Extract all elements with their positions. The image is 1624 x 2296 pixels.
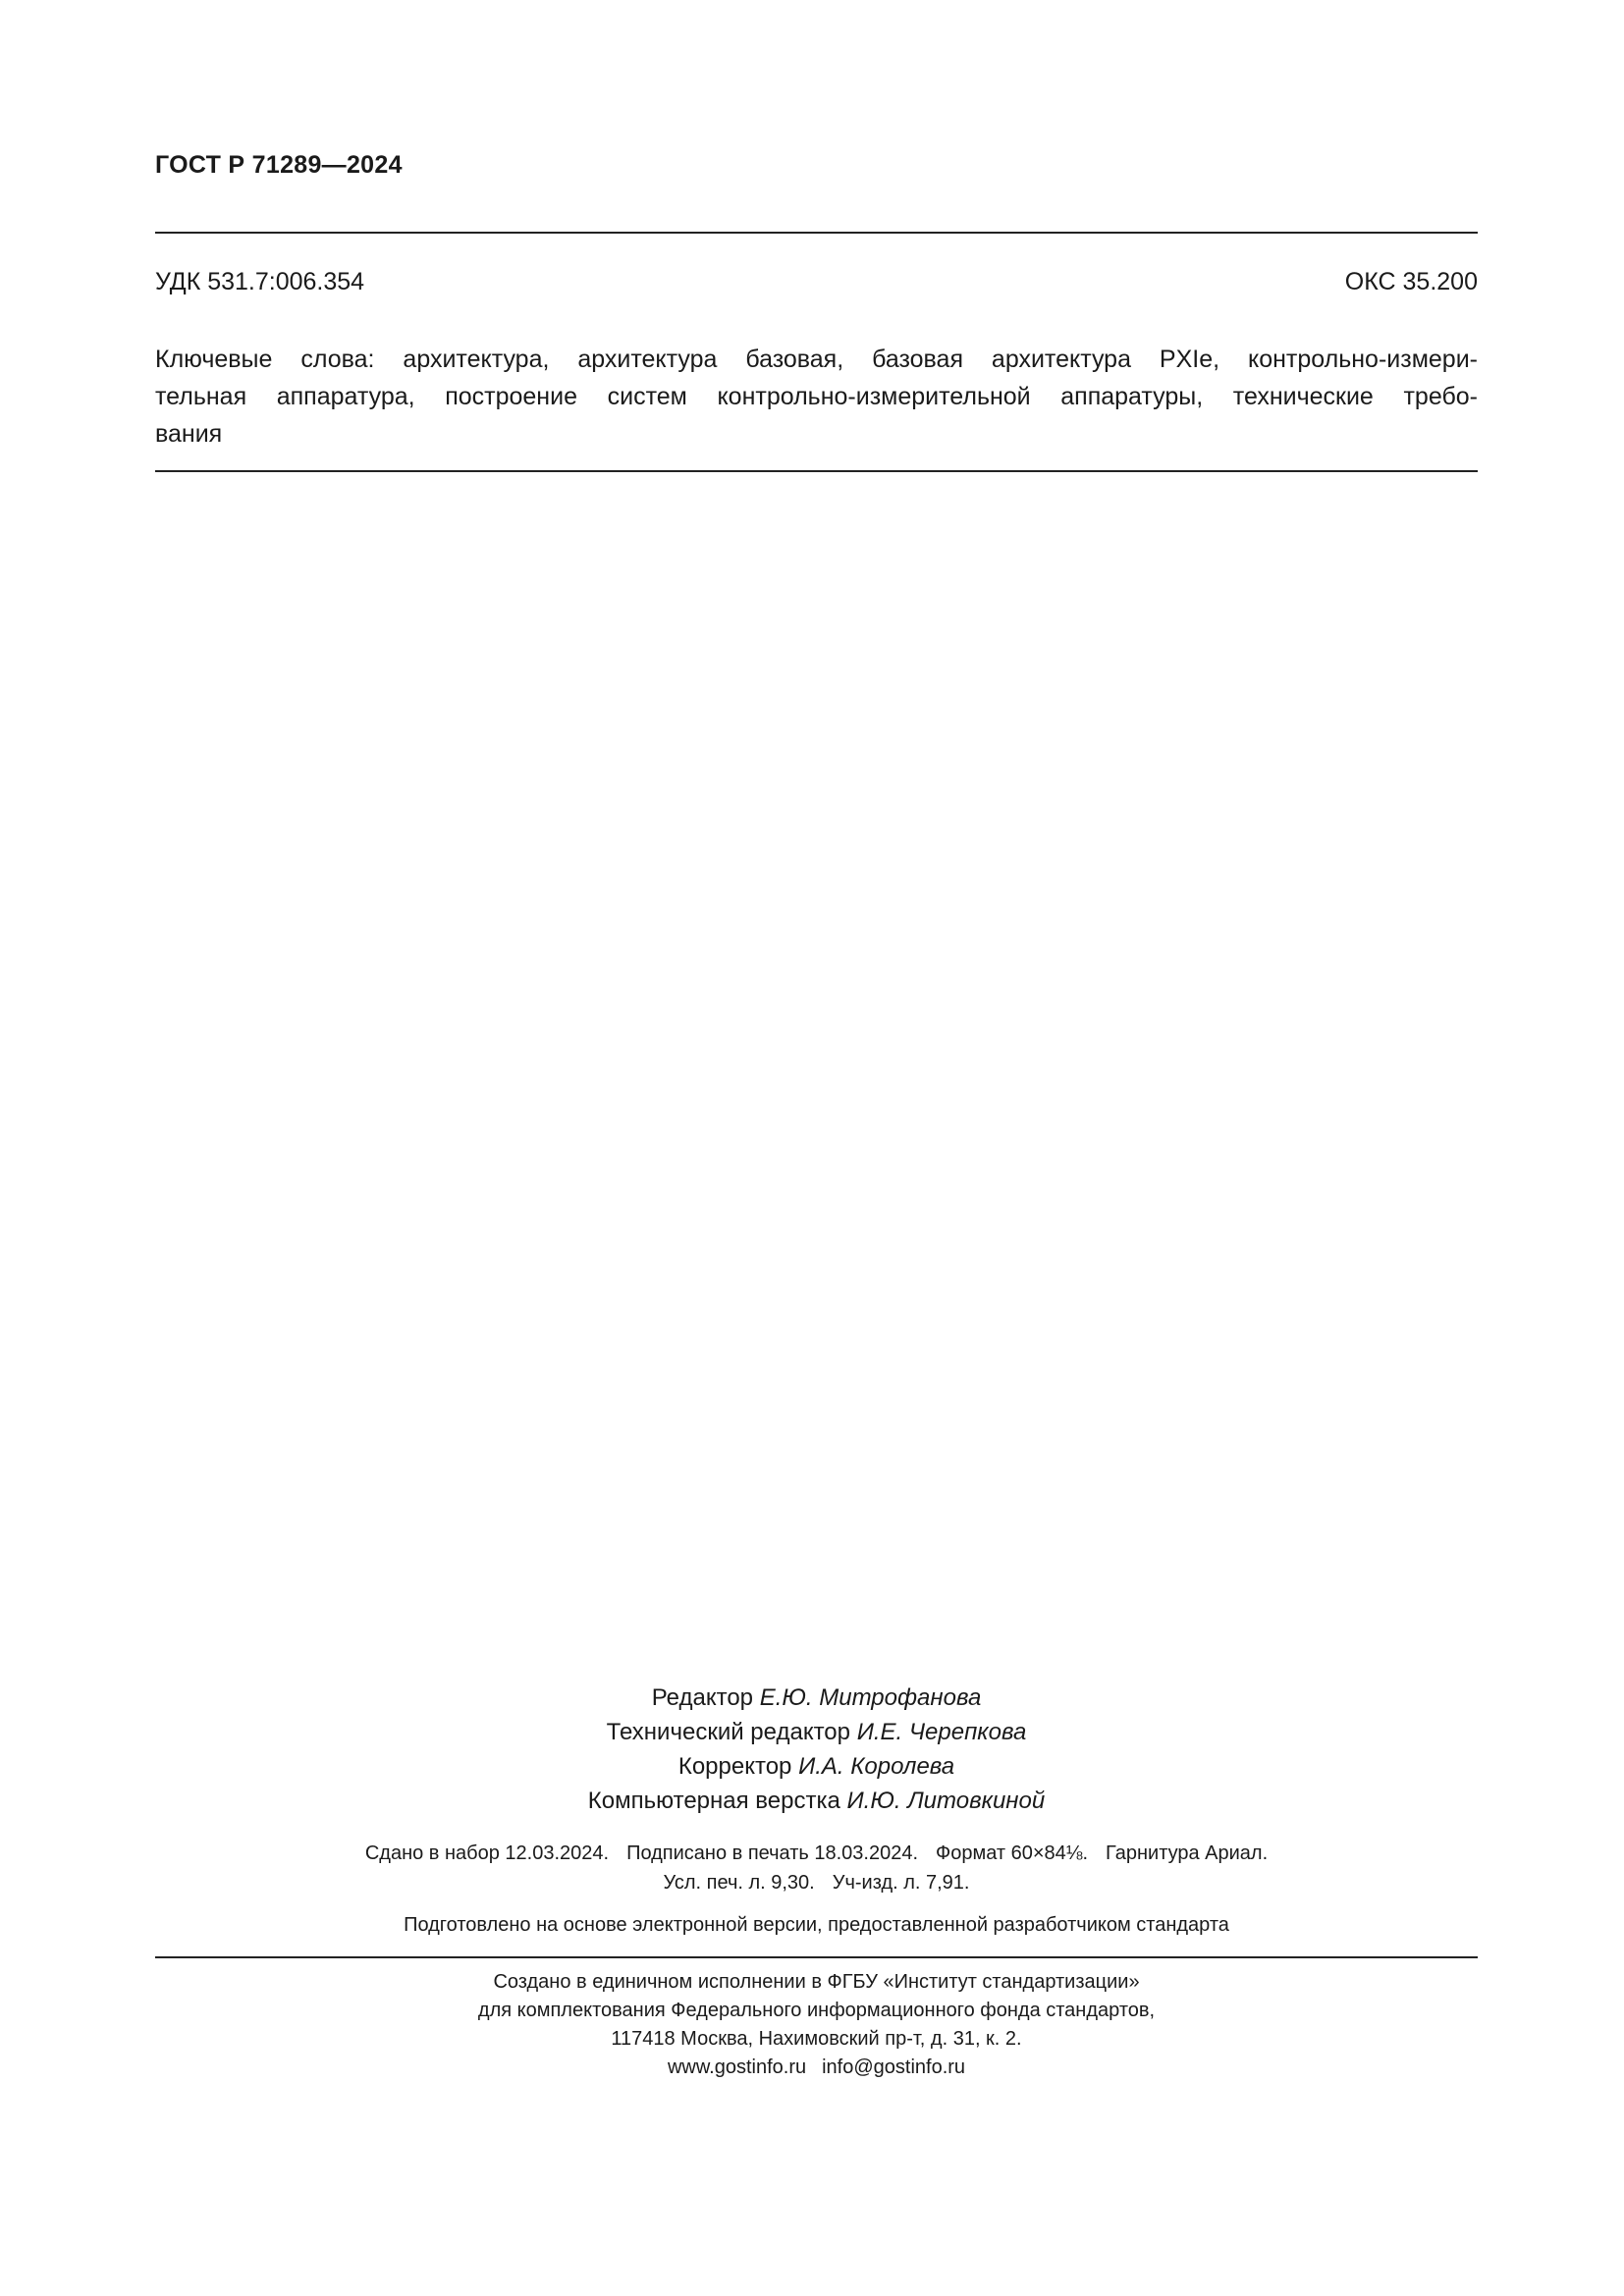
credit-role: Корректор	[677, 1753, 792, 1780]
credit-name: И.А. Королева	[798, 1753, 955, 1780]
imprint-line-2	[155, 1868, 1478, 1897]
credit-technical-editor	[155, 1715, 1478, 1749]
publisher-address: 117418 Москва, Нахимовский пр-т, д. 31, к. 2.	[611, 2028, 1022, 2050]
publisher-line-2: для комплектования Федерального информационного фонда стандартов,	[477, 2000, 1156, 2021]
imprint-block	[155, 1839, 1478, 1897]
publisher-email: info@gostinfo.ru	[822, 2056, 966, 2078]
imprint-publisher-sheets: Уч-изд. л. 7,91.	[832, 1872, 970, 1894]
top-divider	[155, 232, 1478, 234]
imprint-line-1	[155, 1839, 1478, 1868]
keywords-divider	[155, 470, 1478, 472]
imprint-typeface: Гарнитура Ариал.	[1106, 1842, 1269, 1864]
imprint-print-sheets: Усл. печ. л. 9,30.	[663, 1872, 815, 1894]
publisher-contacts	[155, 2054, 1478, 2082]
oks-code: ОКС 35.200	[1344, 268, 1478, 295]
credit-layout	[155, 1784, 1478, 1818]
credit-name: И.Е. Черепкова	[856, 1719, 1027, 1745]
udk-code: УДК 531.7:006.354	[155, 268, 365, 295]
credit-name: И.Ю. Литовкиной	[846, 1788, 1046, 1814]
credit-role: Компьютерная верстка	[587, 1788, 840, 1814]
credit-editor	[155, 1681, 1478, 1715]
keywords-block	[155, 341, 1478, 453]
publisher-website: www.gostinfo.ru	[667, 2056, 807, 2078]
credit-role: Редактор	[651, 1684, 754, 1711]
credit-role: Технический редактор	[606, 1719, 851, 1745]
credits-block	[155, 1681, 1478, 1818]
credit-name: Е.Ю. Митрофанова	[759, 1684, 982, 1711]
keywords-line-1: Ключевые слова: архитектура, архитектура базовая, базовая архитектура PXIe, контрольно-измери-	[155, 346, 1478, 373]
keywords-line-2: тельная аппаратура, построение систем контрольно-измерительной аппаратуры, технические требо-	[155, 383, 1478, 410]
imprint-format: Формат 60×84⅛.	[936, 1842, 1089, 1864]
publisher-line-1: Создано в единичном исполнении в ФГБУ «Институт стандартизации»	[493, 1971, 1140, 1993]
prepared-note: Подготовлено на основе электронной версии, предоставленной разработчиком стандарта	[404, 1914, 1229, 1936]
imprint-signed: Подписано в печать 18.03.2024.	[626, 1842, 919, 1864]
keywords-line-3: вания	[155, 420, 223, 448]
imprint-submitted: Сдано в набор 12.03.2024.	[364, 1842, 610, 1864]
credit-proofreader	[155, 1749, 1478, 1784]
document-code: ГОСТ Р 71289—2024	[155, 151, 403, 179]
bottom-divider	[155, 1956, 1478, 1958]
publisher-block	[155, 1968, 1478, 2082]
